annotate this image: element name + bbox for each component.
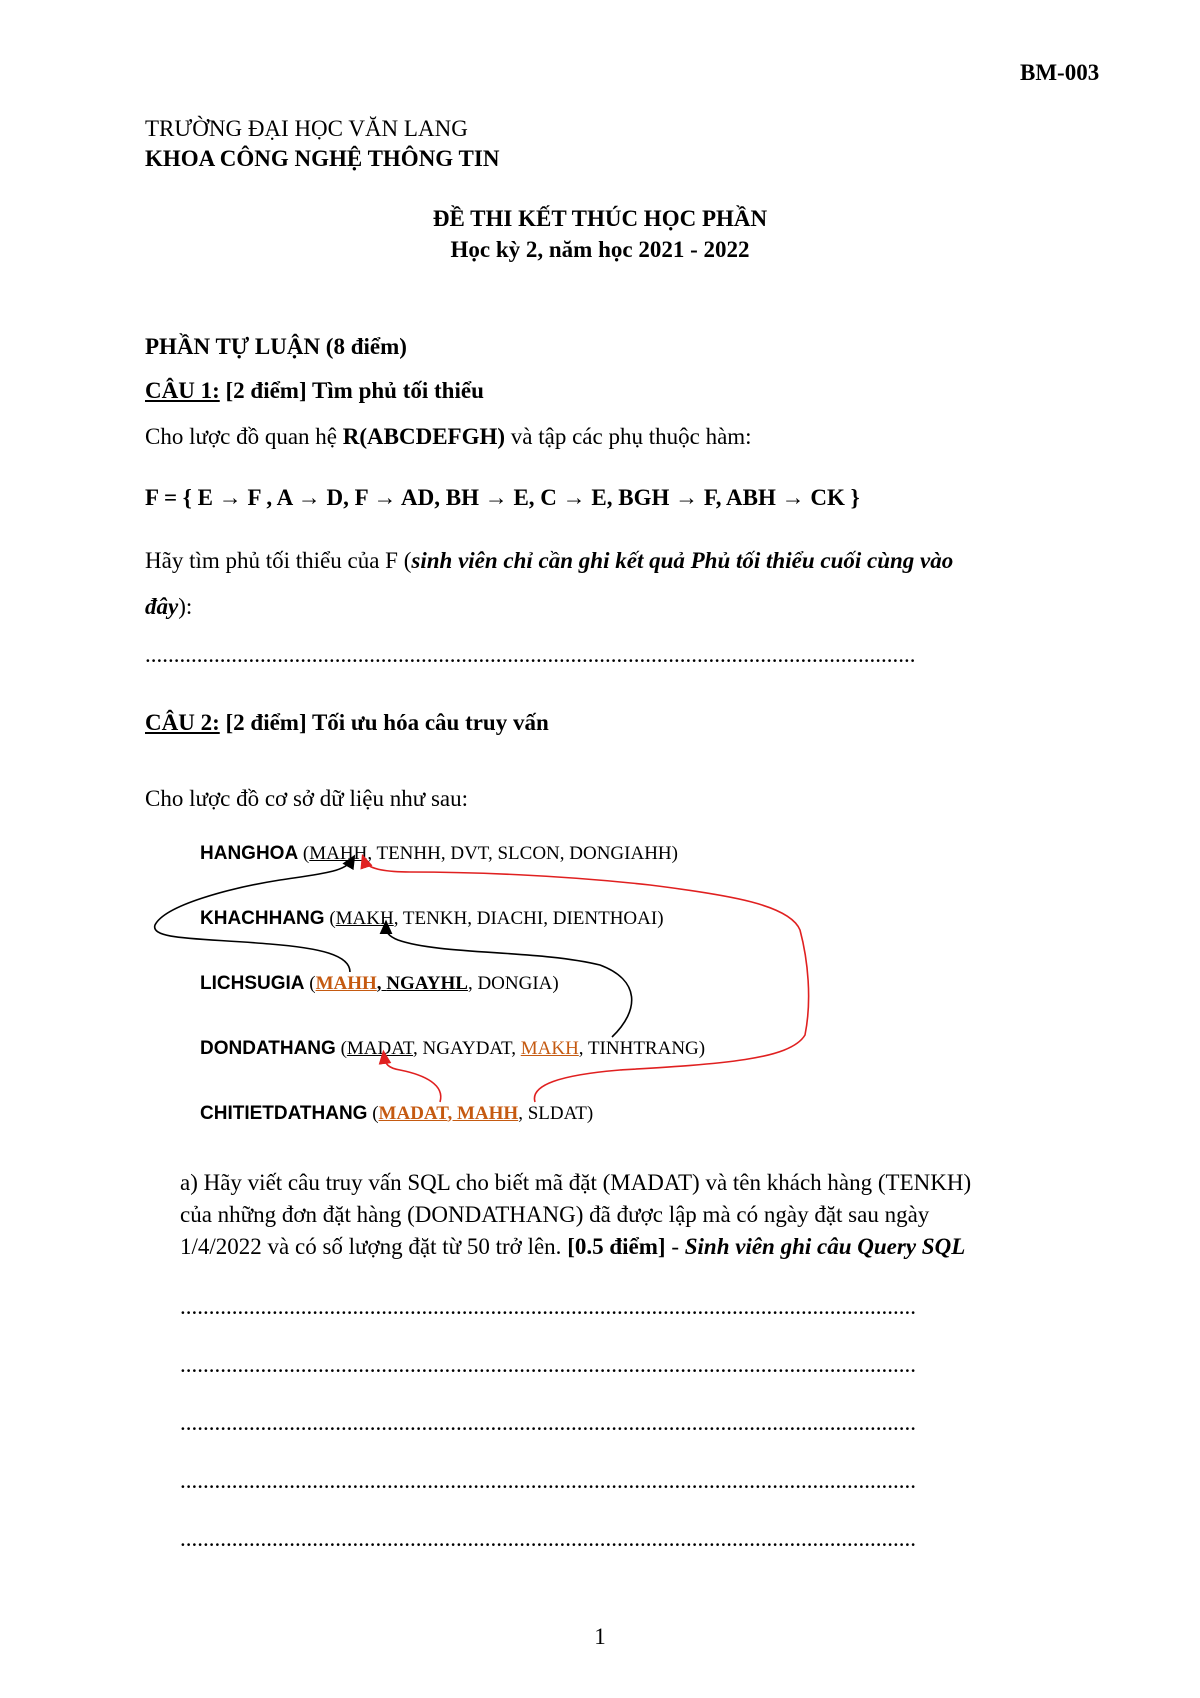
q2a-instruction: Sinh viên ghi câu Query SQL <box>684 1234 966 1259</box>
q1-title: [2 điểm] Tìm phủ tối thiểu <box>219 378 484 403</box>
q2a-points: [0.5 điểm] <box>567 1234 666 1259</box>
schema-sep: , <box>376 973 387 994</box>
q1-task-note: sinh viên chỉ cần ghi kết quả Phủ tối thiểu cuối cùng vào <box>411 548 954 573</box>
q1-task-note-2: đây <box>145 594 179 619</box>
q1-intro-text-2: và tập các phụ thuộc hàm: <box>505 424 752 449</box>
q2a-text: 1/4/2022 và có số lượng đặt từ 50 trở lên. <box>180 1234 568 1259</box>
q2a-line3 <box>180 1234 965 1260</box>
schema-paren: ( <box>304 973 316 994</box>
form-code: BM-003 <box>1020 60 1100 85</box>
primary-key: MADAT <box>346 1038 414 1059</box>
q1-relation: R(ABCDEFGH) <box>342 424 506 449</box>
primary-key: MAHH <box>309 843 368 864</box>
q2a-answer-line-4[interactable]: ................................................................................................................................ <box>180 1468 916 1493</box>
foreign-key-2: MAHH <box>457 1103 519 1124</box>
q1-intro-text: Cho lược đồ quan hệ <box>145 424 343 449</box>
q2a-line1: a) Hãy viết câu truy vấn SQL cho biết mã đặt (MADAT) và tên khách hàng (TENKH) <box>180 1170 972 1195</box>
schema-sep: , <box>447 1103 457 1124</box>
schema-attributes: , DONGIA) <box>467 973 559 994</box>
schema-paren: ( <box>298 843 310 864</box>
schema-attributes: , TENKH, DIACHI, DIENTHOAI) <box>393 908 664 929</box>
q2a-answer-line-5[interactable]: ................................................................................................................................ <box>180 1526 916 1551</box>
foreign-key: MAKH <box>520 1038 579 1059</box>
q1-fd-set: F = { E → F , A → D, F → AD, BH → E, C → E, BGH → F, ABH → CK } <box>145 485 860 510</box>
foreign-key: MADAT <box>378 1103 448 1124</box>
arrow-lichsugia-hanghoa <box>155 860 352 972</box>
q2a-answer-line-1[interactable]: ................................................................................................................................ <box>180 1294 916 1319</box>
arrow-dondathang-khachhang <box>386 926 632 1037</box>
schema-attributes: , SLDAT) <box>518 1103 594 1124</box>
q2a-dash: - <box>665 1234 685 1259</box>
schema-paren: ( <box>367 1103 379 1124</box>
table-name: LICHSUGIA <box>200 973 305 994</box>
primary-key: MAKH <box>335 908 394 929</box>
q1-answer-line[interactable]: ...................................................................................................................................... <box>145 642 916 667</box>
exam-term: Học kỳ 2, năm học 2021 - 2022 <box>450 237 750 262</box>
exam-title: ĐỀ THI KẾT THÚC HỌC PHẦN <box>432 206 768 231</box>
table-name: HANGHOA <box>200 843 299 864</box>
faculty-name: KHOA CÔNG NGHỆ THÔNG TIN <box>145 146 500 171</box>
q2-label: CÂU 2: <box>145 710 220 735</box>
schema-paren: ( <box>324 908 336 929</box>
table-name: DONDATHANG <box>200 1038 336 1059</box>
q2-intro: Cho lược đồ cơ sở dữ liệu như sau: <box>145 786 469 811</box>
university-name: TRƯỜNG ĐẠI HỌC VĂN LANG <box>145 116 468 141</box>
q1-label: CÂU 1: <box>145 378 220 403</box>
q2-title: [2 điểm] Tối ưu hóa câu truy vấn <box>219 710 549 735</box>
q1-task-text: Hãy tìm phủ tối thiểu của F ( <box>145 548 412 573</box>
section-title: PHẦN TỰ LUẬN (8 điểm) <box>145 334 407 359</box>
schema-paren: ( <box>335 1038 347 1059</box>
schema-attributes: , NGAYDAT, <box>413 1038 521 1059</box>
arrow-chitiet-dondathang <box>384 1056 441 1102</box>
arrow-chitiet-hanghoa <box>364 860 809 1102</box>
q1-task-end: ): <box>178 594 193 619</box>
q2a-line2: của những đơn đặt hàng (DONDATHANG) đã được lập mà có ngày đặt sau ngày <box>180 1202 930 1227</box>
page-number: 1 <box>594 1624 606 1649</box>
schema-attributes: , TENHH, DVT, SLCON, DONGIAHH) <box>367 843 678 864</box>
foreign-key: MAHH <box>315 973 377 994</box>
table-name: KHACHHANG <box>200 908 325 929</box>
schema-attributes-2: , TINHTRANG) <box>578 1038 706 1059</box>
primary-key: NGAYHL <box>386 973 468 994</box>
q2a-answer-line-2[interactable]: ................................................................................................................................ <box>180 1352 916 1377</box>
table-name: CHITIETDATHANG <box>200 1103 368 1124</box>
q2a-answer-line-3[interactable]: ................................................................................................................................ <box>180 1410 916 1435</box>
